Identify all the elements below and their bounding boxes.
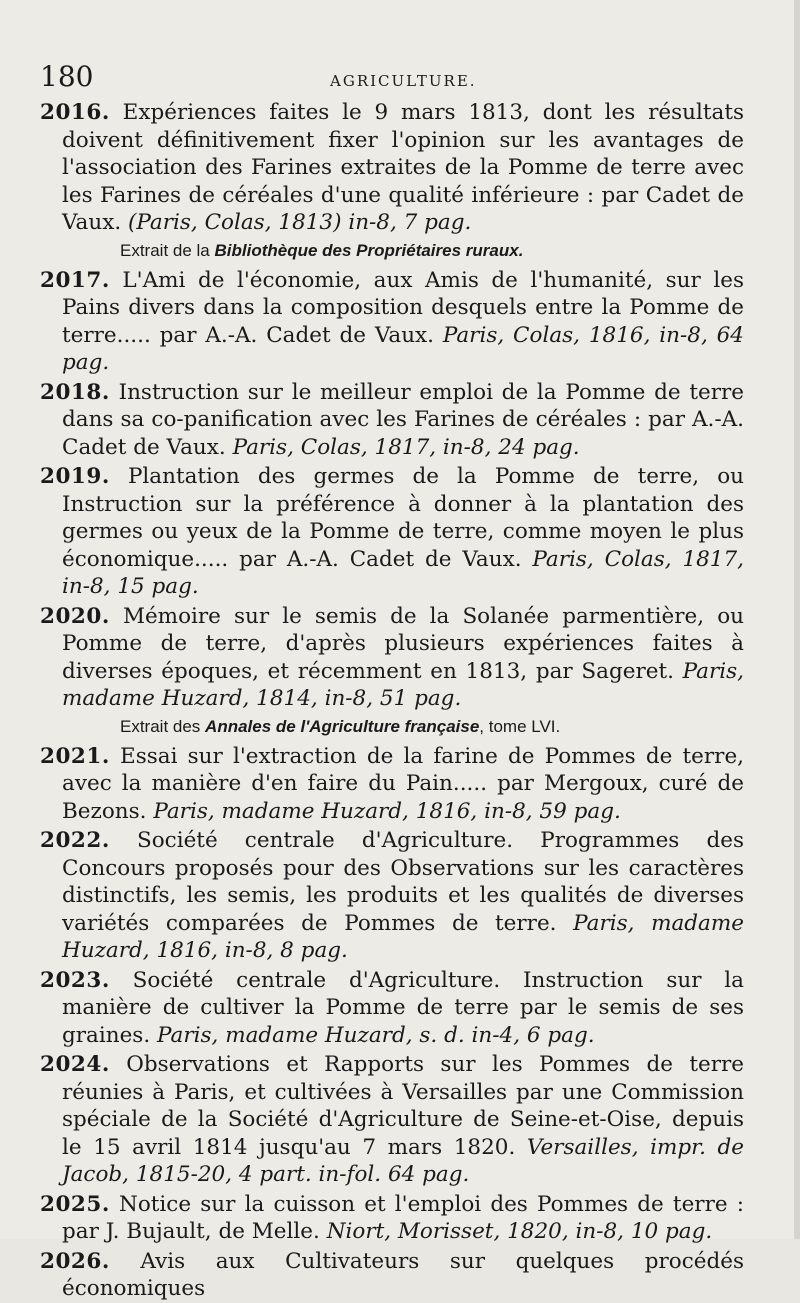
- entry-2021: [40, 743, 744, 826]
- entry-imprint: Paris, madame Huzard, 1814, in-8, 51 pag.: [62, 658, 744, 711]
- note-suffix: , tome LVI.: [479, 716, 561, 736]
- entry-imprint: Paris, madame Huzard, 1816, in-8, 59 pag.: [153, 798, 621, 824]
- entry-2024: [40, 1051, 744, 1189]
- entry-text: Expériences faites le 9 mars 1813, dont les résultats doivent définitivement fixer l'opinion sur les avantages de l'association des Farines extraites de la Pomme de terre avec les Farines de céréales d'une qualité inférieure : par Cadet de Vaux.: [62, 100, 744, 235]
- note-title: Annales de l'Agriculture française: [205, 716, 480, 736]
- entry-number: 2021.: [40, 743, 110, 769]
- entry-text: Essai sur l'extraction de la farine de Pommes de terre, avec la manière d'en faire du Pain..... par Mergoux, curé de Bezons.: [62, 743, 744, 824]
- entry-number: 2025.: [40, 1191, 110, 1217]
- entry-number: 2023.: [40, 967, 110, 993]
- source-note: [120, 715, 744, 739]
- entry-2016: [40, 99, 744, 237]
- entry-number: 2016.: [40, 100, 110, 125]
- entry-text: Instruction sur le meilleur emploi de la Pomme de terre dans sa co-panification avec les Farines de céréales : par A.-A. Cadet de Vaux.: [62, 379, 744, 460]
- entry-number: 2026.: [40, 1248, 110, 1274]
- entry-text: Société centrale d'Agriculture. Programmes des Concours proposés pour des Observations sur les caractères distinctifs, les semis, les produits et les qualités de diverses variétés comparées de Pommes de terre.: [62, 828, 744, 936]
- entry-imprint: (Paris, Colas, 1813) in-8, 7 pag.: [128, 210, 472, 235]
- entry-text: Plantation des germes de la Pomme de terre, ou Instruction sur la préférence à donner à la plantation des germes ou yeux de la Pomme de terre, comme moyen le plus économique..... par A.-A. Cadet de Vaux.: [62, 464, 744, 572]
- entry-number: 2020.: [40, 603, 110, 629]
- entry-2023: [40, 967, 744, 1050]
- page-edge: [794, 0, 800, 1239]
- entry-text: Mémoire sur le semis de la Solanée parmentière, ou Pomme de terre, d'après plusieurs expériences faites à diverses époques, et récemment en 1813, par Sageret.: [62, 603, 744, 684]
- entry-2019: [40, 463, 744, 601]
- entry-imprint: Paris, Colas, 1816, in-8, 64 pag.: [62, 322, 744, 375]
- entry-text: Observations et Rapports sur les Pommes de terre réunies à Paris, et cultivées à Versailles par une Commission spéciale de la Société d'Agriculture de Seine-et-Oise, depuis le 15 avril 1814 jusqu'au 7 mars 1820.: [62, 1052, 745, 1160]
- entry-2018: [40, 379, 744, 462]
- note-prefix: Extrait de la: [120, 240, 210, 260]
- entry-number: 2024.: [40, 1052, 110, 1077]
- entry-imprint: Paris, Colas, 1817, in-8, 15 pag.: [62, 546, 744, 599]
- entry-2022: [40, 827, 744, 965]
- source-note: [120, 239, 744, 263]
- entry-2026: [40, 1248, 744, 1303]
- entry-text: Société centrale d'Agriculture. Instruction sur la manière de cultiver la Pomme de terre par le semis de ses graines.: [62, 967, 744, 1048]
- entry-text: Avis aux Cultivateurs sur quelques procédés économiques: [62, 1248, 744, 1301]
- entry-imprint: Paris, madame Huzard, s. d. in-4, 6 pag.: [157, 1022, 595, 1048]
- page-number: 180: [40, 60, 94, 93]
- entry-2017: [40, 267, 744, 377]
- entry-number: 2017.: [40, 267, 110, 293]
- entry-imprint: Paris, Colas, 1817, in-8, 24 pag.: [232, 434, 580, 460]
- entry-imprint: Niort, Morisset, 1820, in-8, 10 pag.: [326, 1219, 713, 1244]
- running-head: AGRICULTURE.: [330, 72, 477, 90]
- entry-number: 2022.: [40, 828, 110, 853]
- note-prefix: Extrait des: [120, 716, 201, 736]
- entry-2020: [40, 603, 744, 713]
- entry-number: 2019.: [40, 464, 110, 489]
- page-header: [40, 60, 744, 93]
- entry-number: 2018.: [40, 379, 110, 405]
- entry-2025: [40, 1191, 744, 1246]
- entry-imprint: Versailles, impr. de Jacob, 1815-20, 4 part. in-fol. 64 pag.: [62, 1134, 744, 1187]
- note-title: Bibliothèque des Propriétaires ruraux.: [214, 240, 524, 260]
- entry-imprint: Paris, madame Huzard, 1816, in-8, 8 pag.: [62, 910, 744, 963]
- entry-text: L'Ami de l'économie, aux Amis de l'humanité, sur les Pains divers dans la composition desquels entre la Pomme de terre..... par A.-A. Cadet de Vaux.: [62, 267, 744, 348]
- entry-text: Notice sur la cuisson et l'emploi des Pommes de terre : par J. Bujault, de Melle.: [62, 1191, 744, 1244]
